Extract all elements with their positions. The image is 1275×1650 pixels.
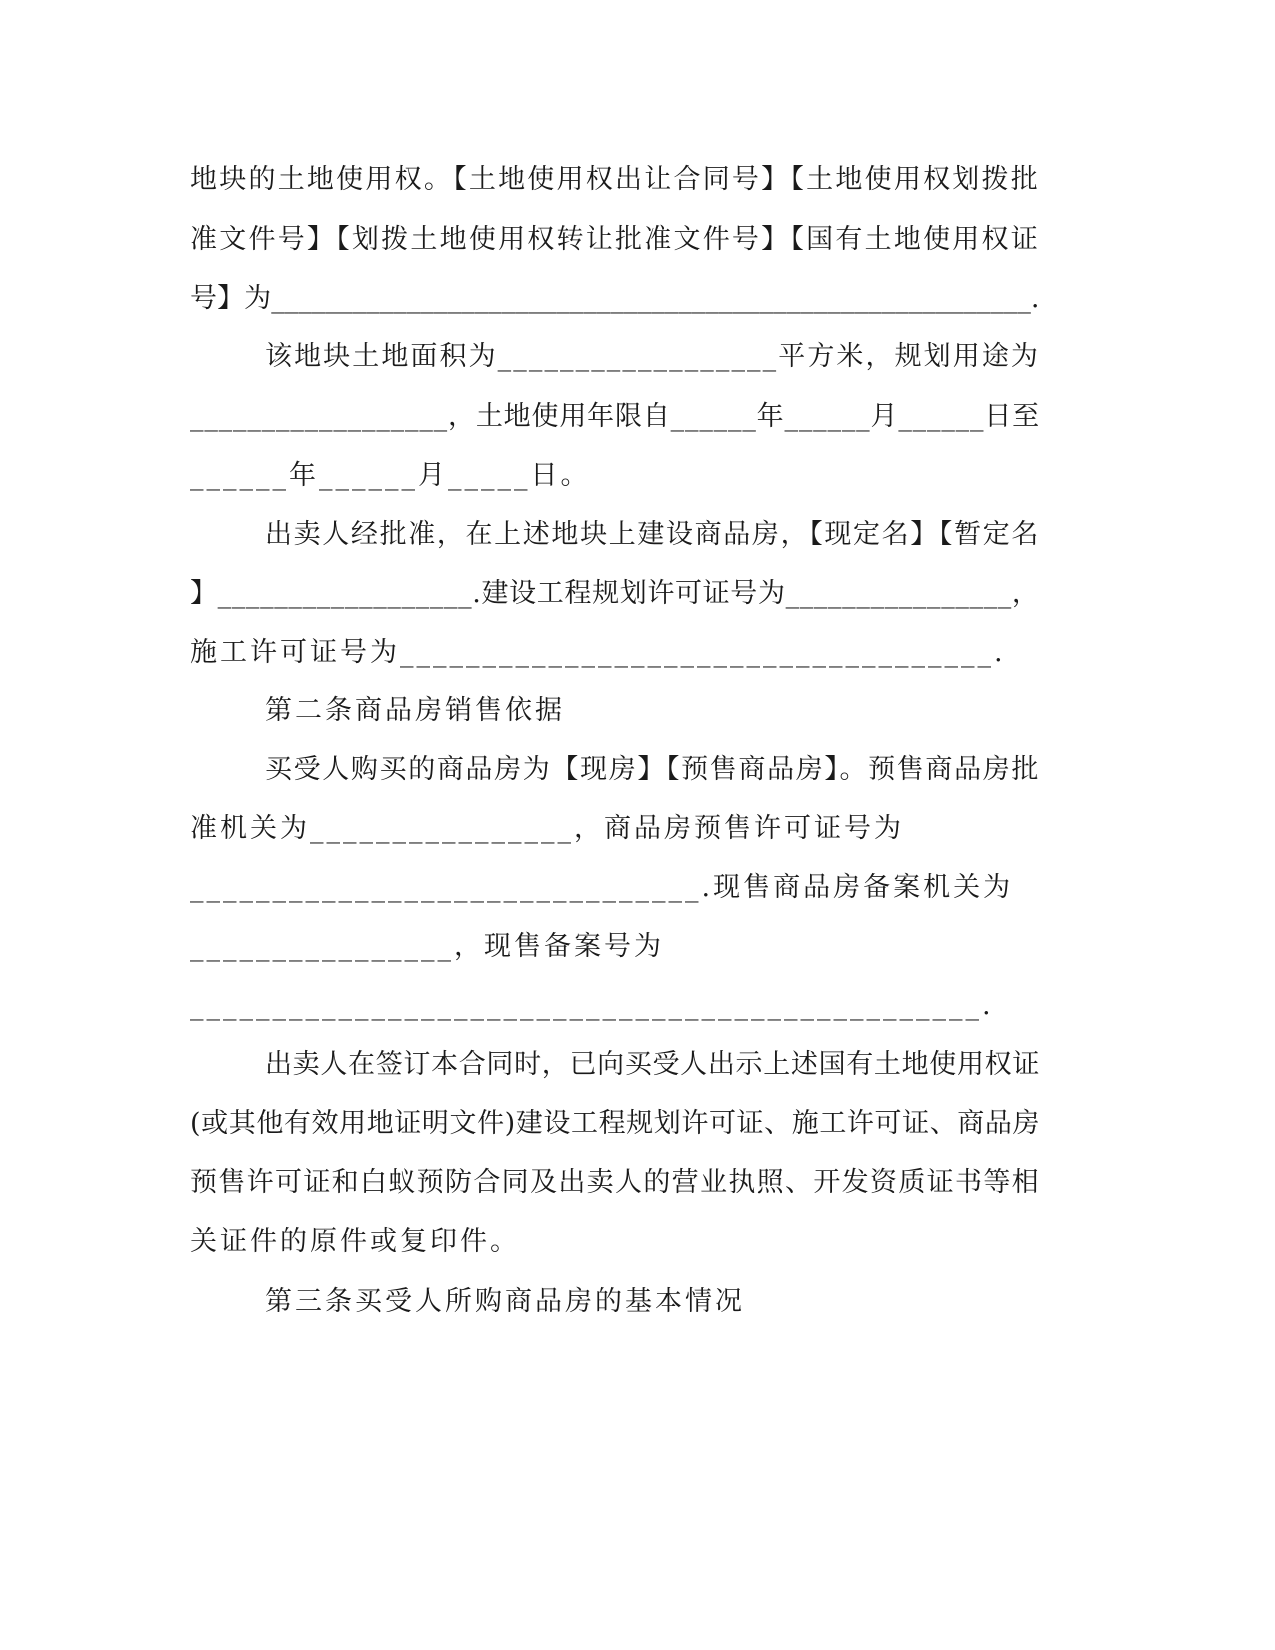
text-line: 预售许可证和白蚁预防合同及出卖人的营业执照、开发资质证书等相: [190, 1167, 1040, 1198]
text-line: 买受人购买的商品房为【现房】【预售商品房】。预售商品房批: [265, 754, 1040, 785]
text-line: 准文件号】【划拨土地使用权转让批准文件号】【国有土地使用权证: [190, 224, 1040, 255]
text-line: ________________，现售备案号为: [190, 931, 664, 962]
text-line: 准机关为________________，商品房预售许可证号为: [190, 813, 904, 844]
text-line: _______________________________.现售商品房备案机关为: [190, 872, 1014, 903]
text-line: 施工许可证号为____________________________________.: [190, 637, 1006, 668]
text-line: 出卖人经批准，在上述地块上建设商品房，【现定名】【暂定名: [265, 519, 1040, 550]
text-line: __________________，土地使用年限自______年______月______日至: [190, 401, 1040, 432]
text-line: ________________________________________________.: [190, 990, 994, 1021]
text-line: (或其他有效用地证明文件)建设工程规划许可证、施工许可证、商品房: [190, 1108, 1041, 1139]
text-line: 关证件的原件或复印件。: [190, 1226, 520, 1257]
section-heading: 第三条买受人所购商品房的基本情况: [265, 1286, 745, 1317]
text-line: 出卖人在签订本合同时，已向买受人出示上述国有土地使用权证: [265, 1049, 1040, 1080]
text-line: 地块的土地使用权。【土地使用权出让合同号】【土地使用权划拨批: [190, 164, 1040, 195]
text-line: 】__________________.建设工程规划许可证号为________________，: [190, 578, 1040, 609]
text-line: 该地块土地面积为__________________平方米，规划用途为: [265, 341, 1040, 372]
text-line: 号】为________________________________________________________.: [190, 283, 1040, 314]
section-heading: 第二条商品房销售依据: [265, 695, 565, 726]
text-line: ______年______月_____日。: [190, 460, 591, 491]
